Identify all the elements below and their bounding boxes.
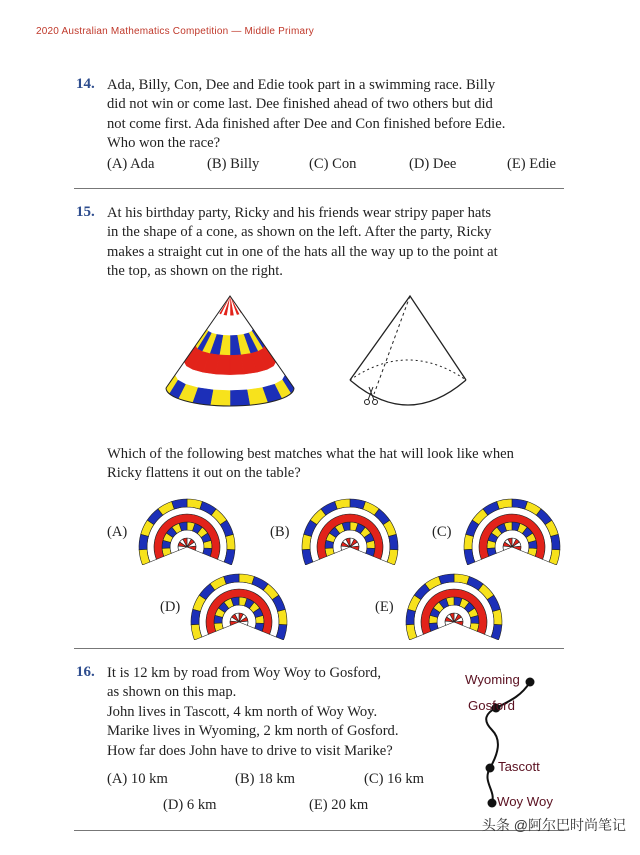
q14-option-b[interactable]: (B) Billy bbox=[207, 156, 260, 172]
cone-stripe-segment bbox=[230, 390, 250, 406]
q16-line: Marike lives in Wyoming, 2 km north of Gosford. bbox=[107, 723, 399, 740]
q16-option-e[interactable]: (E) 20 km bbox=[309, 797, 369, 813]
fan-stripe-segment bbox=[302, 534, 311, 549]
q15-option-c[interactable]: (C) bbox=[432, 524, 452, 540]
fan-option-e[interactable] bbox=[405, 570, 503, 640]
fan-option-b[interactable] bbox=[301, 495, 399, 565]
fan-stripe-segment bbox=[493, 609, 502, 624]
q14-option-e[interactable]: (E) Edie bbox=[507, 156, 557, 172]
q15-option-a[interactable]: (A) bbox=[107, 524, 128, 540]
q15-line: the top, as shown on the right. bbox=[107, 263, 283, 280]
q16-option-d[interactable]: (D) 6 km bbox=[163, 797, 217, 813]
q16-line: How far does John have to drive to visit Marike? bbox=[107, 742, 393, 759]
q16-line: John lives in Tascott, 4 km north of Woy Woy. bbox=[107, 703, 378, 720]
map-label-wyoming: Wyoming bbox=[465, 672, 520, 687]
q14-line: Ada, Billy, Con, Dee and Edie took part in a swimming race. Billy bbox=[107, 77, 496, 93]
page-header: 2020 Australian Mathematics Competition — Middle Primary bbox=[36, 26, 314, 37]
q15-option-b[interactable]: (B) bbox=[270, 524, 290, 540]
fan-stripe-segment bbox=[503, 546, 512, 550]
q14-text bbox=[107, 76, 505, 154]
map-label-tascott: Tascott bbox=[498, 759, 540, 774]
q16-option-c[interactable]: (C) 16 km bbox=[364, 771, 424, 787]
cut-cone-figure bbox=[340, 290, 470, 420]
q16-line: It is 12 km by road from Woy Woy to Gosford, bbox=[107, 665, 381, 681]
fan-stripe-segment bbox=[278, 609, 287, 624]
scissors-icon bbox=[365, 387, 378, 405]
fan-stripe-segment bbox=[230, 621, 239, 625]
fan-stripe-segment bbox=[191, 609, 200, 624]
fan-stripe-segment bbox=[406, 609, 415, 624]
q15-question-line: Which of the following best matches what the hat will look like when bbox=[107, 446, 514, 462]
q14-line: Who won the race? bbox=[107, 135, 221, 152]
divider bbox=[74, 188, 564, 189]
q15-number: 15. bbox=[76, 204, 95, 220]
fan-stripe-segment bbox=[178, 546, 187, 550]
watermark: 头条 @阿尔巴时尚笔记 bbox=[481, 817, 626, 833]
tascott-marker bbox=[486, 764, 495, 773]
fan-stripe-segment bbox=[464, 534, 473, 549]
q15-line: At his birthday party, Ricky and his friends wear stripy paper hats bbox=[107, 205, 492, 221]
q15-question bbox=[107, 445, 514, 484]
q14-option-c[interactable]: (C) Con bbox=[309, 156, 357, 172]
fan-stripe-segment bbox=[139, 534, 148, 549]
fan-stripe-segment bbox=[226, 534, 235, 549]
q15-option-e[interactable]: (E) bbox=[375, 599, 394, 615]
wyoming-marker bbox=[526, 678, 535, 687]
striped-cone-figure bbox=[160, 290, 300, 420]
fan-option-d[interactable] bbox=[190, 570, 288, 640]
q14-line: did not win or come last. Dee finished ahead of two others but did bbox=[107, 96, 493, 113]
fan-option-c[interactable] bbox=[463, 495, 561, 565]
q14-line: not come first. Ada finished after Dee and Con finished before Edie. bbox=[107, 115, 506, 132]
map-label-woy-woy: Woy Woy bbox=[497, 794, 553, 809]
fan-stripe-segment bbox=[551, 534, 560, 549]
q15-question-line: Ricky flattens it out on the table? bbox=[107, 465, 301, 482]
divider bbox=[74, 648, 564, 649]
q16-line: as shown on this map. bbox=[107, 684, 237, 701]
q15-line: in the shape of a cone, as shown on the left. After the party, Ricky bbox=[107, 224, 492, 241]
fan-stripe-segment bbox=[389, 534, 398, 549]
q15-option-d[interactable]: (D) bbox=[160, 599, 181, 615]
cone-stripe-segment bbox=[210, 390, 230, 406]
map-label-gosford: Gosford bbox=[468, 698, 515, 713]
woy-woy-marker bbox=[488, 799, 497, 808]
q15-text bbox=[107, 204, 498, 282]
q14-option-a[interactable]: (A) Ada bbox=[107, 156, 155, 172]
cone-stripe-segment bbox=[230, 375, 247, 391]
q16-option-a[interactable]: (A) 10 km bbox=[107, 771, 168, 787]
fan-stripe-segment bbox=[445, 621, 454, 625]
q16-text bbox=[107, 664, 399, 761]
q16-number: 16. bbox=[76, 664, 95, 680]
q14-number: 14. bbox=[76, 76, 95, 92]
fan-stripe-segment bbox=[341, 546, 350, 550]
fan-option-a[interactable] bbox=[138, 495, 236, 565]
q16-option-b[interactable]: (B) 18 km bbox=[235, 771, 295, 787]
q15-line: makes a straight cut in one of the hats all the way up to the point at bbox=[107, 243, 498, 260]
q14-option-d[interactable]: (D) Dee bbox=[409, 156, 457, 172]
